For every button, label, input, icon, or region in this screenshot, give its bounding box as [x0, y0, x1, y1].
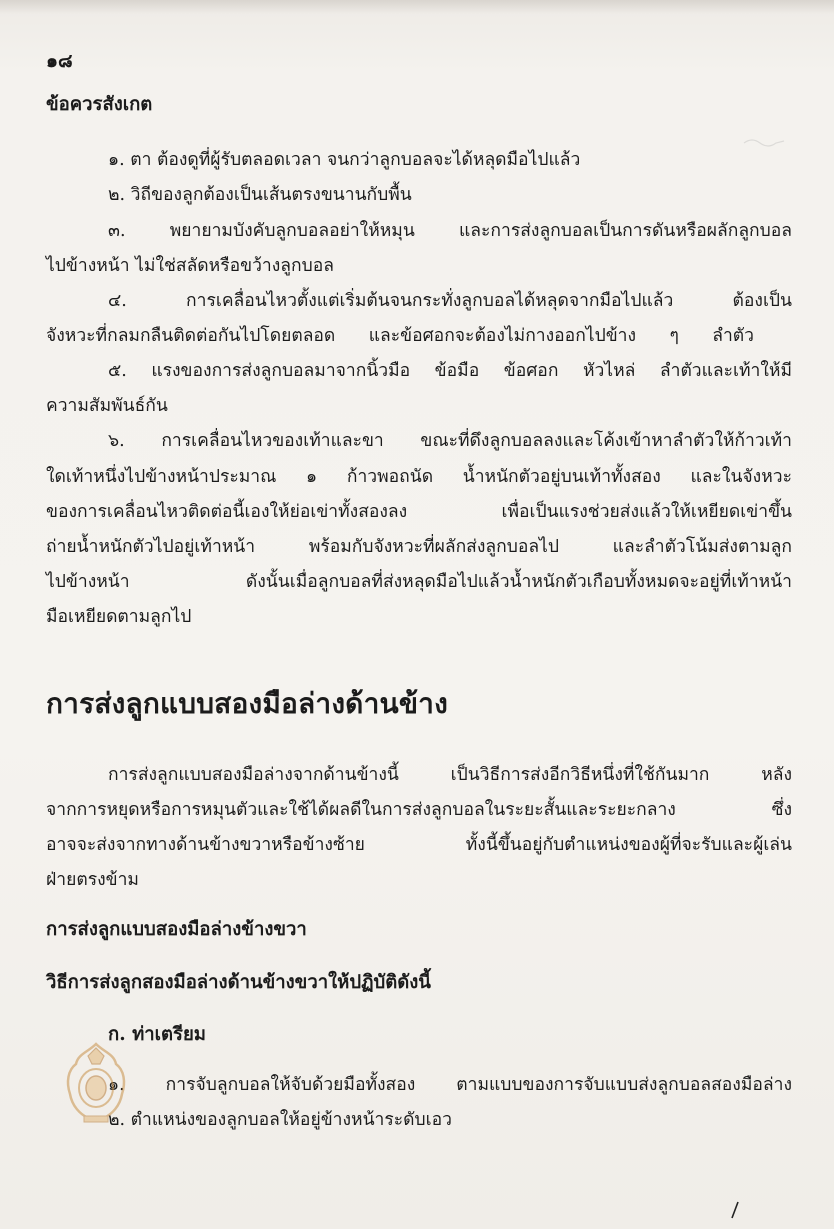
sub-heading-right-side-pass: การส่งลูกแบบสองมือล่างข้างขวา: [46, 919, 307, 940]
observation-line-2: ๒. วิถีของลูกต้องเป็นเส้นตรงขนานกับพื้น: [108, 185, 412, 205]
prep-item-1: ๑. การจับลูกบอลให้จับด้วยมือทั้งสอง ตามแบบของการจับแบบส่งลูกบอลสองมือล่าง: [108, 1075, 792, 1095]
intro-paragraph-line-4: ฝ่ายตรงข้าม: [46, 870, 139, 890]
scan-shadow: [0, 0, 834, 14]
observation-line-3-cont: ไปข้างหน้า ไม่ใช่สลัดหรือขว้างลูกบอล: [46, 256, 334, 276]
observation-line-6-cont-2: ของการเคลื่อนไหวติดต่อนี้เองให้ย่อเข่าทั้งสองลง เพื่อเป็นแรงช่วยส่งแล้วให้เหยียดเข่าขึ้น: [46, 502, 792, 522]
observation-line-4-cont: จังหวะที่กลมกลืนติดต่อกันไปโดยตลอด และข้อศอกจะต้องไม่กางออกไปข้าง ๆ ลำตัว: [46, 326, 754, 346]
sub-heading-right-side-method: วิธีการส่งลูกสองมือล่างด้านข้างขวาให้ปฏิบัติดังนี้: [46, 972, 431, 993]
stray-pencil-mark: [728, 1200, 742, 1220]
section-title-side-underhand-pass: การส่งลูกแบบสองมือล่างด้านข้าง: [46, 687, 448, 720]
observation-line-6-cont-5: มือเหยียดตามลูกไป: [46, 607, 192, 627]
prep-item-2: ๒. ตำแหน่งของลูกบอลให้อยู่ข้างหน้าระดับเอว: [108, 1110, 452, 1130]
observation-line-4: ๔. การเคลื่อนไหวตั้งแต่เริ่มต้นจนกระทั่งลูกบอลได้หลุดจากมือไปแล้ว ต้องเป็น: [108, 291, 792, 311]
prep-stance-heading: ก. ท่าเตรียม: [108, 1024, 206, 1045]
intro-paragraph-line-1: การส่งลูกแบบสองมือล่างจากด้านข้างนี้ เป็นวิธีการส่งอีกวิธีหนึ่งที่ใช้กันมาก หลัง: [108, 765, 792, 785]
observation-line-1: ๑. ตา ต้องดูที่ผู้รับตลอดเวลา จนกว่าลูกบอลจะได้หลุดมือไปแล้ว: [108, 150, 581, 170]
institution-seal-watermark: [64, 1042, 128, 1124]
intro-paragraph-line-3: อาจจะส่งจากทางด้านข้างขวาหรือข้างซ้าย ทั้งนี้ขึ้นอยู่กับตำแหน่งของผู้ที่จะรับและผู้เล่น: [46, 835, 792, 855]
observation-line-5: ๕. แรงของการส่งลูกบอลมาจากนิ้วมือ ข้อมือ ข้อศอก หัวไหล่ ลำตัวและเท้าให้มี: [108, 361, 792, 381]
observation-line-6-cont-4: ไปข้างหน้า ดังนั้นเมื่อลูกบอลที่ส่งหลุดมือไปแล้วน้ำหนักตัวเกือบทั้งหมดจะอยู่ที่เท้าหน้า: [46, 572, 792, 592]
observation-line-6-cont-1: ใดเท้าหนึ่งไปข้างหน้าประมาณ ๑ ก้าวพอถนัด น้ำหนักตัวอยู่บนเท้าทั้งสอง และในจังหวะ: [46, 467, 792, 487]
page-number: ๑๘: [46, 50, 73, 72]
section-heading-observations: ข้อควรสังเกต: [46, 94, 153, 115]
observation-line-6: ๖. การเคลื่อนไหวของเท้าและขา ขณะที่ดึงลูกบอลลงและโค้งเข้าหาลำตัวให้ก้าวเท้า: [108, 431, 792, 451]
observation-line-3: ๓. พยายามบังคับลูกบอลอย่าให้หมุน และการส่งลูกบอลเป็นการดันหรือผลักลูกบอล: [108, 221, 792, 241]
observation-line-5-cont: ความสัมพันธ์กัน: [46, 396, 168, 416]
intro-paragraph-line-2: จากการหยุดหรือการหมุนตัวและใช้ได้ผลดีในการส่งลูกบอลในระยะสั้นและระยะกลาง ซึ่ง: [46, 800, 792, 820]
faint-bleed-through-mark: [742, 135, 786, 149]
observation-line-6-cont-3: ถ่ายน้ำหนักตัวไปอยู่เท้าหน้า พร้อมกับจังหวะที่ผลักส่งลูกบอลไป และลำตัวโน้มส่งตามลูก: [46, 537, 792, 557]
